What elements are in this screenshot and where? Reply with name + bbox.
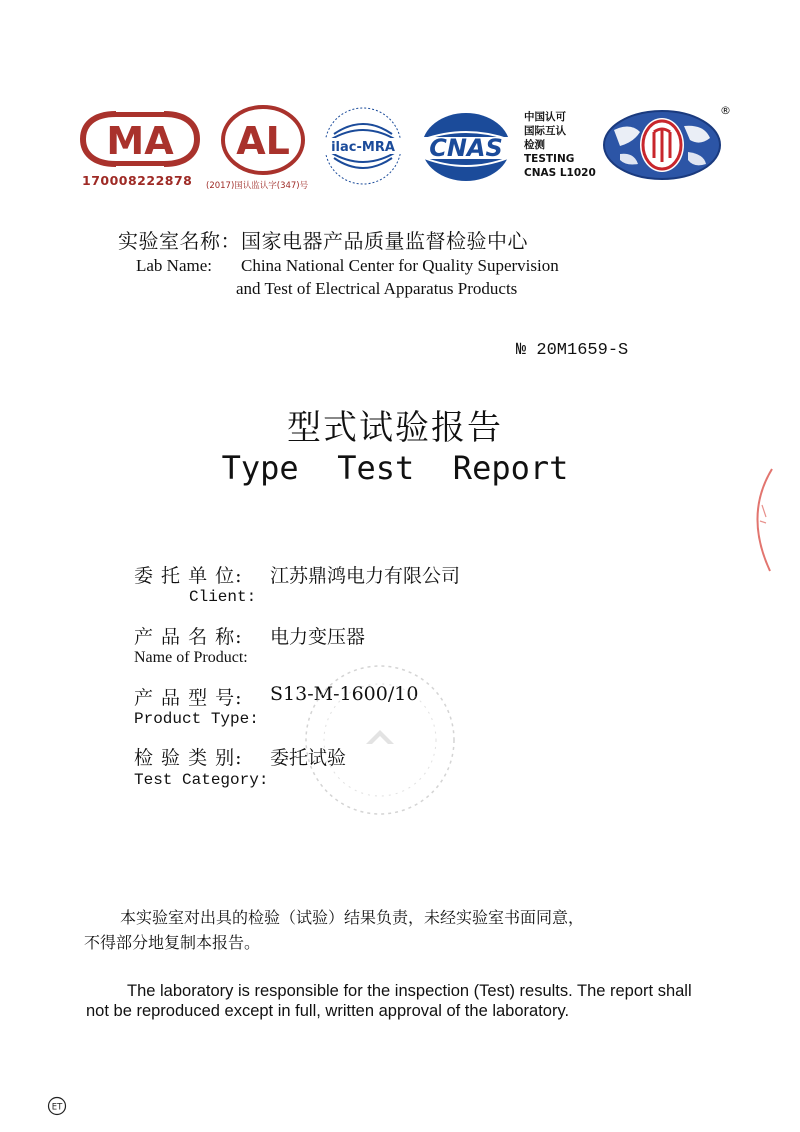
field-label-client-en: Client: xyxy=(189,588,257,606)
lab-name-en-line2: and Test of Electrical Apparatus Products xyxy=(236,279,518,298)
field-label-product-name-cn: 产 品 名 称: xyxy=(134,626,243,648)
field-label-test-category-cn: 检 验 类 别: xyxy=(134,747,243,769)
field-label-client-cn: 委 托 单 位: xyxy=(134,565,243,587)
lab-name-label: Lab Name: xyxy=(136,256,212,275)
cal-logo xyxy=(220,104,306,176)
statement-cn-line2: 不得部分地复制本报告。 xyxy=(84,933,261,952)
cnas-line: 国际互认 xyxy=(524,125,566,137)
statement-en-line2: not be reproduced except in full, written approval of the laboratory. xyxy=(86,1002,570,1020)
field-label-product-name-en: Name of Product: xyxy=(134,649,248,666)
ilac-mra-logo xyxy=(320,104,406,188)
cnas-logo-text: CNAS xyxy=(429,134,503,162)
cma-logo-text: MA xyxy=(106,119,174,163)
cnas-logo xyxy=(416,110,516,184)
globe-cert-logo xyxy=(600,108,724,182)
report-number: № 20M1659-S xyxy=(516,341,629,360)
cma-logo xyxy=(80,108,200,170)
cnas-line: 检测 xyxy=(524,139,545,151)
registered-mark: ® xyxy=(720,104,731,117)
field-label-product-type-en: Product Type: xyxy=(134,710,259,728)
ilac-logo-text: ilac-MRA xyxy=(331,140,395,155)
statement-cn-line1: 本实验室对出具的检验（试验）结果负责，未经实验室书面同意， xyxy=(120,908,585,927)
cnas-line: TESTING xyxy=(524,153,575,165)
footer-mark-text: ET xyxy=(51,1102,63,1113)
field-value-product-type: S13-M-1600/10 xyxy=(270,683,419,705)
faint-stamp xyxy=(300,660,460,824)
cnas-line: 中国认可 xyxy=(524,111,566,123)
field-label-test-category-en: Test Category: xyxy=(134,771,269,789)
lab-name-en-line1: China National Center for Quality Supervision xyxy=(241,256,559,275)
report-title-en: Type Test Report xyxy=(221,449,569,487)
cal-caption: (2017)国认监认字(347)号 xyxy=(206,181,309,191)
field-value-client: 江苏鼎鸿电力有限公司 xyxy=(270,565,461,587)
field-value-test-category: 委托试验 xyxy=(270,747,347,769)
cnas-line: CNAS L1020 xyxy=(524,167,596,179)
cma-number: 170008222878 xyxy=(82,173,193,188)
statement-en-line1: The laboratory is responsible for the inspection (Test) results. The report shall xyxy=(127,982,692,1000)
cnas-info xyxy=(524,110,596,180)
report-title-cn: 型式试验报告 xyxy=(287,408,503,448)
footer-mark xyxy=(47,1096,67,1120)
red-seal-partial xyxy=(740,465,780,579)
field-label-product-type-cn: 产 品 型 号: xyxy=(134,687,243,709)
lab-name-cn: 实验室名称：国家电器产品质量监督检验中心 xyxy=(118,229,528,253)
field-value-product-name: 电力变压器 xyxy=(270,626,366,648)
cal-logo-text: AL xyxy=(236,119,290,163)
